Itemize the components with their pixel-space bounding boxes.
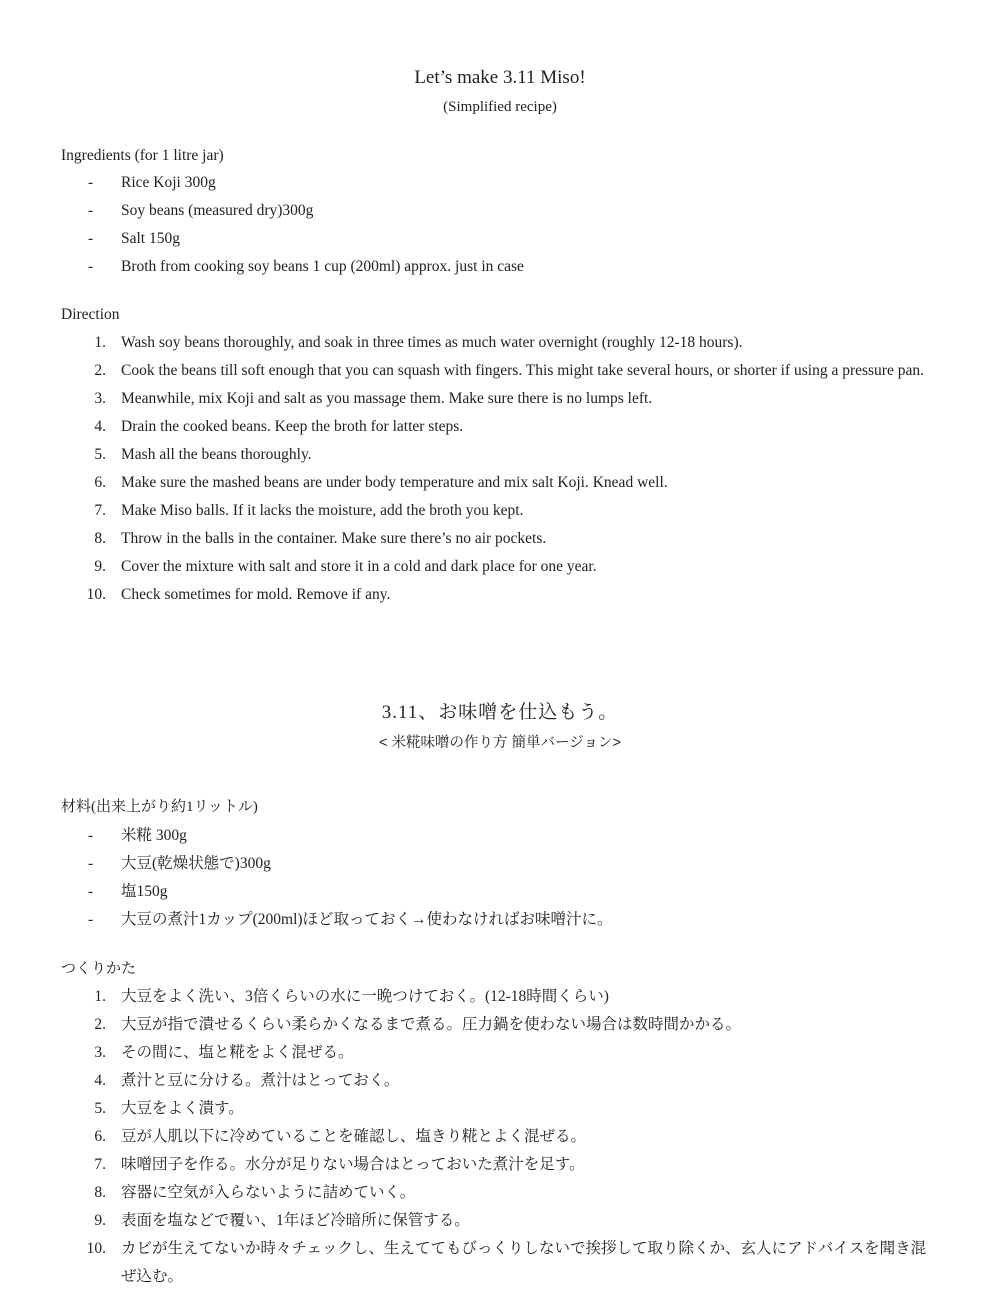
bullet-marker: - [88,911,94,928]
list-item [0,197,1000,225]
step-text: Drain the cooked beans. Keep the broth for latter steps. [121,418,464,435]
bullet-marker: - [88,855,94,872]
step-text: 味噌団子を作る。水分が足りない場合はとっておいた煮汁を足す。 [121,1156,585,1173]
list-item [0,822,1000,850]
bullet-marker: - [88,258,94,275]
step-number: 8. [94,530,106,547]
ingredient-text: 塩150g [121,883,168,900]
list-item [0,1123,1000,1151]
step-number: 1. [94,988,106,1005]
english-title: Let’s make 3.11 Miso! [414,67,586,88]
list-item [0,1151,1000,1179]
list-item [0,878,1000,906]
list-item [0,1207,1000,1235]
step-text: その間に、塩と糀をよく混ぜる。 [121,1044,354,1061]
ingredient-text: 米糀 300g [121,827,187,844]
list-item [0,1179,1000,1207]
list-item [0,553,1000,581]
step-text: 豆が人肌以下に冷めていることを確認し、塩きり糀とよく混ぜる。 [121,1128,587,1145]
step-text: カビが生えてないか時々チェックし、生えててもびっくりしないで挨拶して取り除くか、玄人にアドバイスを聞き混ぜ込む。 [121,1240,927,1285]
step-text: 容器に空気が入らないように詰めていく。 [121,1184,416,1201]
english-ingredients-list [0,169,1000,281]
step-number: 5. [94,1100,106,1117]
list-item [0,357,1000,385]
japanese-direction-list [0,983,1000,1291]
step-number: 2. [94,362,106,379]
japanese-ingredients-list [0,822,1000,934]
bullet-marker: - [88,174,94,191]
list-item [0,581,1000,609]
ingredient-text: 大豆の煮汁1カップ(200ml)ほど取っておく→使わなければお味噌汁に。 [121,911,613,928]
step-number: 6. [94,1128,106,1145]
list-item [0,441,1000,469]
step-number: 4. [94,418,106,435]
step-number: 3. [94,390,106,407]
step-text: Wash soy beans thoroughly, and soak in three times as much water overnight (roughly 12-18 hours). [121,334,743,351]
step-number: 9. [94,1212,106,1229]
step-number: 7. [94,502,106,519]
list-item [0,1011,1000,1039]
step-number: 3. [94,1044,106,1061]
japanese-subtitle: < 米糀味噌の作り方 簡単バージョン> [379,735,621,751]
step-number: 10. [86,586,106,603]
step-text: Cover the mixture with salt and store it in a cold and dark place for one year. [121,558,597,575]
step-text: 煮汁と豆に分ける。煮汁はとっておく。 [121,1072,400,1089]
ingredient-text: Rice Koji 300g [121,174,216,191]
ingredient-text: Salt 150g [121,230,180,247]
step-number: 4. [94,1072,106,1089]
bullet-marker: - [88,202,94,219]
english-direction-heading: Direction [61,306,120,323]
step-text: Mash all the beans thoroughly. [121,446,312,463]
step-number: 5. [94,446,106,463]
step-number: 8. [94,1184,106,1201]
ingredient-text: Soy beans (measured dry)300g [121,202,314,219]
japanese-direction-heading: つくりかた [61,961,137,977]
list-item [0,1235,1000,1291]
list-item [0,329,1000,357]
step-number: 7. [94,1156,106,1173]
step-number: 2. [94,1016,106,1033]
list-item [0,850,1000,878]
list-item [0,469,1000,497]
step-text: Make sure the mashed beans are under body temperature and mix salt Koji. Knead well. [121,474,668,491]
ingredient-text: 大豆(乾燥状態で)300g [121,855,271,872]
step-text: Cook the beans till soft enough that you can squash with fingers. This might take several hours, or shorter if using a pressure pan. [121,362,924,379]
list-item [0,413,1000,441]
step-text: 大豆が指で潰せるくらい柔らかくなるまで煮る。圧力鍋を使わない場合は数時間かかる。 [121,1016,742,1033]
step-text: 大豆をよく洗い、3倍くらいの水に一晩つけておく。(12-18時間くらい) [121,988,609,1005]
step-text: Check sometimes for mold. Remove if any. [121,586,391,603]
list-item [0,1095,1000,1123]
list-item [0,253,1000,281]
ingredient-text: Broth from cooking soy beans 1 cup (200ml) approx. just in case [121,258,524,275]
list-item [0,1067,1000,1095]
step-text: 表面を塩などで覆い、1年ほど冷暗所に保管する。 [121,1212,470,1229]
step-text: 大豆をよく潰す。 [121,1100,244,1117]
step-number: 9. [94,558,106,575]
list-item [0,497,1000,525]
bullet-marker: - [88,883,94,900]
list-item [0,385,1000,413]
japanese-title: 3.11、お味噌を仕込もう。 [381,702,619,723]
english-ingredients-heading: Ingredients (for 1 litre jar) [61,147,224,164]
step-text: Make Miso balls. If it lacks the moisture, add the broth you kept. [121,502,524,519]
step-number: 6. [94,474,106,491]
list-item [0,225,1000,253]
list-item [0,169,1000,197]
step-number: 10. [86,1240,106,1257]
japanese-ingredients-heading: 材料(出来上がり約1リットル) [61,799,258,815]
english-subtitle: (Simplified recipe) [443,99,557,115]
step-text: Meanwhile, mix Koji and salt as you massage them. Make sure there is no lumps left. [121,390,653,407]
bullet-marker: - [88,827,94,844]
list-item [0,1039,1000,1067]
list-item [0,983,1000,1011]
step-number: 1. [94,334,106,351]
english-direction-list [0,329,1000,609]
list-item [0,525,1000,553]
list-item [0,906,1000,934]
step-text: Throw in the balls in the container. Make sure there’s no air pockets. [121,530,547,547]
bullet-marker: - [88,230,94,247]
